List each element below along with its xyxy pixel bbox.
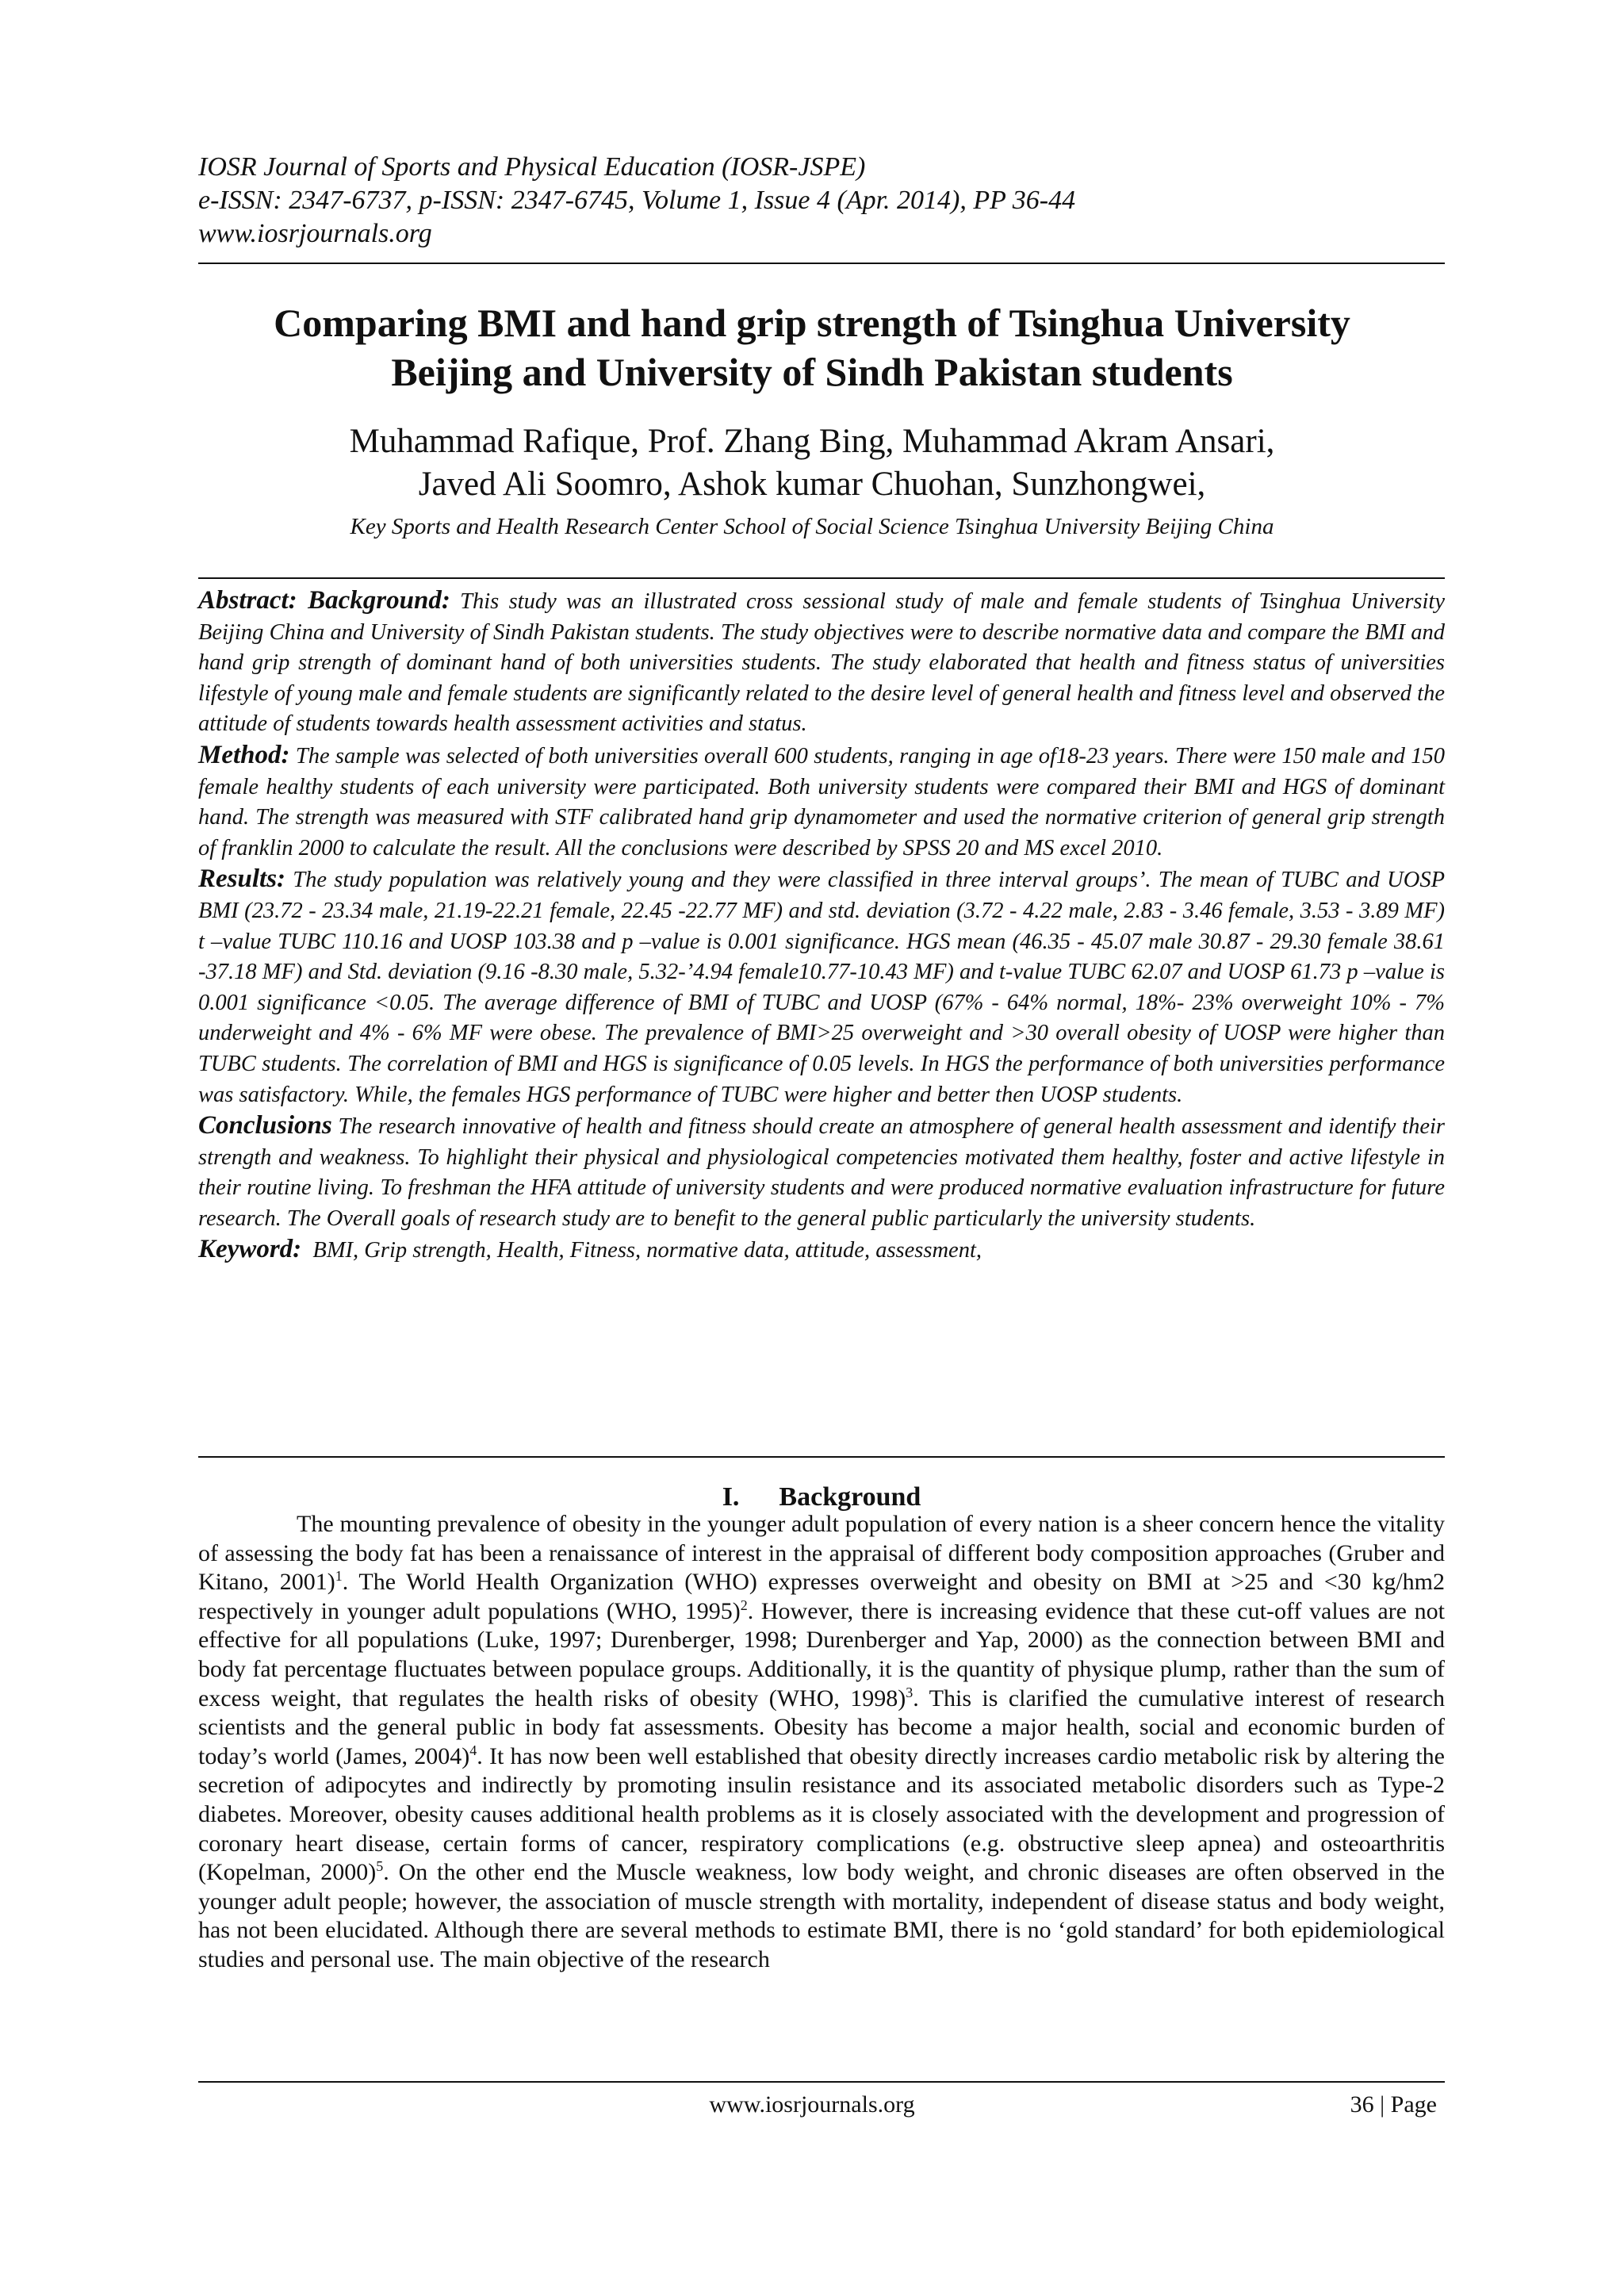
authors-line-2: Javed Ali Soomro, Ashok kumar Chuohan, Sunzhongwei, (418, 466, 1206, 503)
body-paragraph (198, 1510, 1445, 1975)
section-heading (198, 1481, 1445, 1513)
abstract-background-label: Abstract: Background: (198, 586, 450, 615)
abstract (198, 585, 1445, 1267)
body-text-run: . The World Health Organization (WHO) expresses overweight and obesity on BMI at >25 and <30 kg/hm2 respectively in younger adult populations (WHO, 1995) (198, 1569, 1445, 1624)
citation-ref: 4 (469, 1742, 477, 1758)
citation-ref: 3 (906, 1684, 914, 1700)
abstract-keyword-text: BMI, Grip strength, Health, Fitness, normative data, attitude, assessment, (312, 1238, 982, 1263)
abstract-keywords (198, 1234, 1445, 1267)
body-text-run: . This is clarified the cumulative interest of research scientists and the general public in body fat assessments. Obesity has become a major health, social and economic burden of today’s world (James, 2004) (198, 1685, 1445, 1769)
body-text (198, 1510, 1445, 1975)
journal-url[interactable]: www.iosrjournals.org (198, 219, 432, 248)
abstract-conclusions-text: The research innovative of health and fitness should create an atmosphere of general health assessment and identify their strength and weakness. To highlight their physical and physiological competencies motivated them healthy, foster and active lifestyle in their routine living. To freshman the HFA attitude of university students and were produced normative evaluation infrastructure for future research. The Overall goals of research study are to benefit to the general public particularly the university students. (198, 1114, 1446, 1231)
header-divider (198, 263, 1445, 264)
author-list (182, 420, 1442, 506)
body-text-run: . On the other end the Muscle weakness, low body weight, and chronic diseases are often observed in the younger adult people; however, the association of muscle strength with mortality, independent of disease status and body weight, has not been elucidated. Although there are several methods to estimate BMI, there is no ‘gold standard’ for both epidemiological studies and personal use. The main objective of the research (198, 1859, 1445, 1972)
body-text-run: The mounting prevalence of obesity in the younger adult population of every nation is a sheer concern hence the vitality of assessing the body fat has been a renaissance of interest in the appraisal of different body composition approaches (Gruber and Kitano, 2001) (198, 1511, 1445, 1596)
abstract-background (198, 585, 1445, 740)
section-title: Background (779, 1482, 921, 1512)
abstract-bottom-divider (198, 1456, 1445, 1458)
body-text-run: . However, there is increasing evidence that these cut-off values are not effective for all populations (Luke, 1997; Durenberger, 1998; Durenberger and Yap, 2000) as the connection between BMI and body fat percentage fluctuates between populace groups. Additionally, it is the quantity of physique plump, rather than the sum of excess weight, that regulates the health risks of obesity (WHO, 1998) (198, 1597, 1445, 1711)
citation-ref: 2 (740, 1596, 748, 1613)
abstract-method (198, 740, 1445, 864)
abstract-results-text: The study population was relatively young and they were classified in three interval groups’. The mean of TUBC and UOSP BMI (23.72 - 23.34 male, 21.19-22.21 female, 22.45 -22.77 MF) and std. deviation (3.72 - 4.22 male, 2.83 - 3.46 female, 3.53 - 3.89 MF) t –value TUBC 110.16 and UOSP 103.38 and p –value is 0.001 significance. HGS mean (46.35 - 45.07 male 30.87 - 29.30 female 38.61 -37.18 MF) and Std. deviation (9.16 -8.30 male, 5.32-’4.94 female10.77-10.43 MF) and t-value TUBC 62.07 and UOSP 61.73 p –value is 0.001 significance <0.05. The average difference of BMI of TUBC and UOSP (67% - 64% normal, 18%- 23% overweight 10% - 7% underweight and 4% - 6% MF were obese. The prevalence of BMI>25 overweight and >30 overall obesity of UOSP were higher than TUBC students. The correlation of BMI and HGS is significance of 0.05 levels. In HGS the performance of both universities performance was satisfactory. While, the females HGS performance of TUBC were higher and better then UOSP students. (198, 868, 1445, 1107)
footer-divider (198, 2081, 1445, 2083)
title-line-1: Comparing BMI and hand grip strength of Tsinghua University (274, 301, 1350, 345)
journal-issn: e-ISSN: 2347-6737, p-ISSN: 2347-6745, Volume 1, Issue 4 (Apr. 2014), PP 36-44 (198, 186, 1076, 215)
abstract-results-label: Results: (198, 864, 286, 894)
citation-ref: 5 (376, 1858, 384, 1875)
journal-name: IOSR Journal of Sports and Physical Education (IOSR-JSPE) (198, 152, 866, 182)
abstract-background-text: This study was an illustrated cross sessional study of male and female students of Tsinghua University Beijing China and University of Sindh Pakistan students. The study objectives were to describe normative data and compare the BMI and hand grip strength of dominant hand of both universities students. The study elaborated that health and fitness status of universities lifestyle of young male and female students are significantly related to the desire level of general health and fitness level and observed the attitude of students towards health assessment activities and status. (198, 589, 1445, 737)
section-number: I. (722, 1482, 740, 1512)
footer-url[interactable]: www.iosrjournals.org (709, 2091, 915, 2118)
abstract-keyword-label: Keyword: (198, 1235, 302, 1264)
paper-title (182, 298, 1442, 397)
affiliation: Key Sports and Health Research Center School of Social Science Tsinghua University Beijing China (350, 514, 1274, 539)
abstract-method-label: Method: (198, 740, 290, 769)
journal-header (198, 151, 1435, 251)
citation-ref: 1 (335, 1568, 343, 1585)
abstract-method-text: The sample was selected of both universities overall 600 students, ranging in age of18-23 years. There were 150 male and 150 female healthy students of each university were participated. Both university students were compared their BMI and HGS of dominant hand. The strength was measured with STF calibrated hand grip dynamometer and used the normative criterion of general grip strength of franklin 2000 to calculate the result. All the conclusions were described by SPSS 20 and MS excel 2010. (198, 743, 1446, 861)
authors-line-1: Muhammad Rafique, Prof. Zhang Bing, Muhammad Akram Ansari, (349, 423, 1275, 460)
abstract-top-divider (198, 577, 1445, 579)
abstract-conclusions (198, 1110, 1445, 1234)
page-number: 36 | Page (1350, 2091, 1437, 2118)
body-text-run: . It has now been well established that obesity directly increases cardio metabolic risk by altering the secretion of adipocytes and indirectly by promoting insulin resistance and its associated metabolic disorders such as Type-2 diabetes. Moreover, obesity causes additional health problems as it is closely associated with the development and progression of coronary heart disease, certain forms of cancer, respiratory complications (e.g. obstructive sleep apnea) and osteoarthritis (Kopelman, 2000) (198, 1742, 1445, 1886)
abstract-conclusions-label: Conclusions (198, 1111, 332, 1140)
abstract-results (198, 864, 1445, 1110)
title-line-2: Beijing and University of Sindh Pakistan students (391, 350, 1233, 394)
